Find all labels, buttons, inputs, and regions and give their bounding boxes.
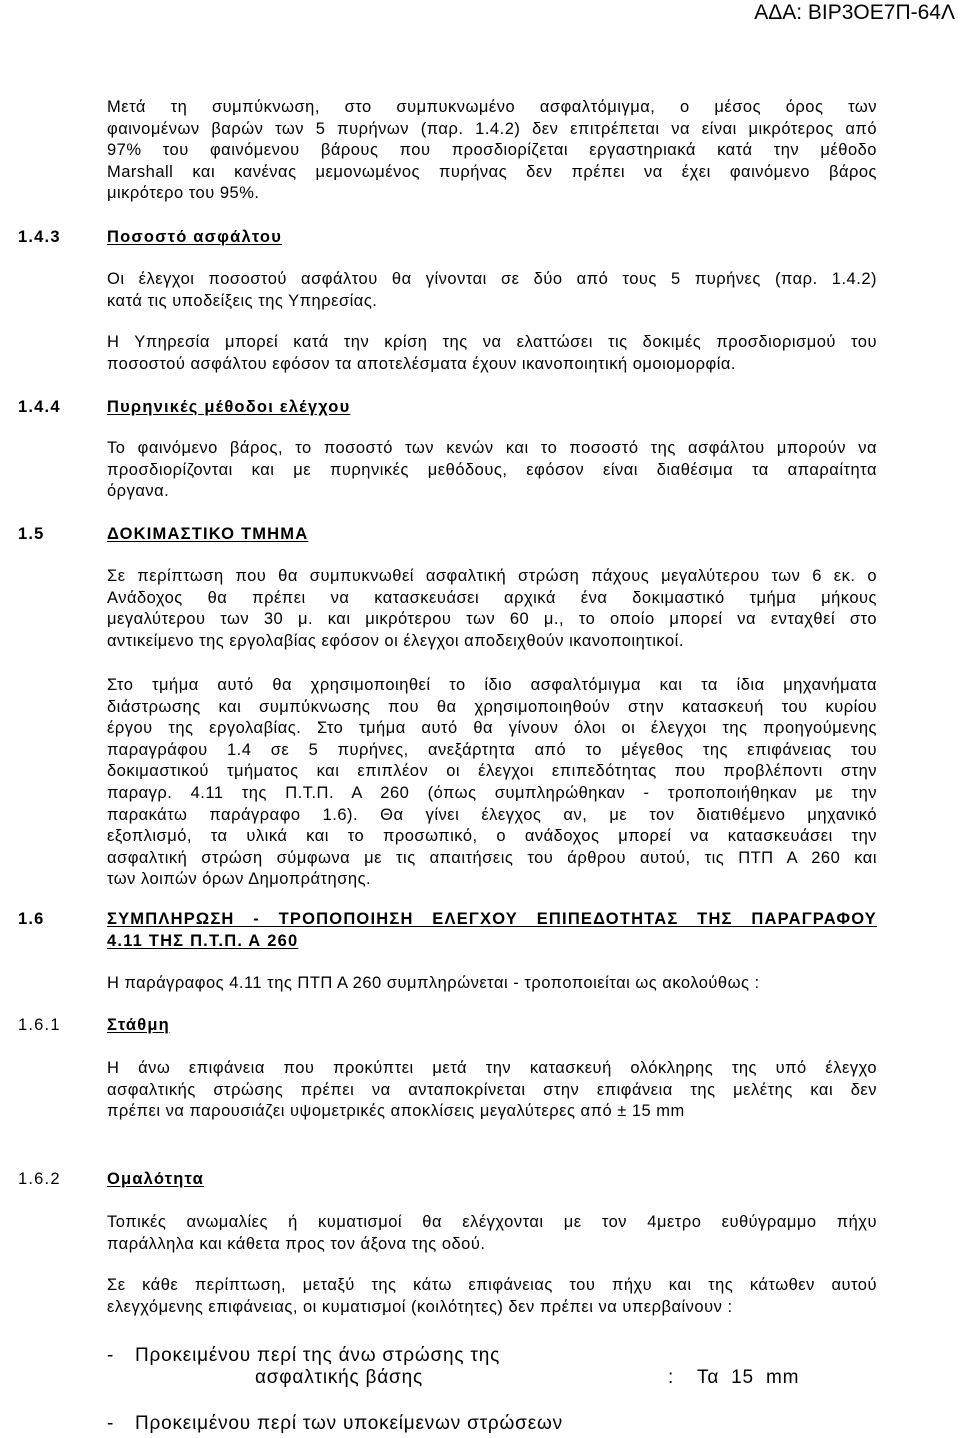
paragraph (107, 1058, 877, 1123)
section-title: Πυρηνικές μέθοδοι ελέγχου (107, 398, 351, 416)
text-line: πρέπει να παρουσιάζει υψομετρικές αποκλίσεις μεγαλύτερες από ± 15 mm (107, 1102, 685, 1121)
text-line: έργου της εργολαβίας. Στο τμήμα αυτό θα γίνουν όλοι οι έλεγχοι της προηγούμενης (107, 719, 877, 738)
list-bullet-dash: - (107, 1345, 115, 1366)
list-item-value: Τα 15 mm (697, 1367, 800, 1388)
section-title-line: ΣΥΜΠΛΗΡΩΣΗ - ΤΡΟΠΟΠΟΙΗΣΗ ΕΛΕΓΧΟΥ ΕΠΙΠΕΔΟΤΗΤΑΣ ΤΗΣ ΠΑΡΑΓΡΑΦΟΥ (107, 910, 877, 928)
paragraph (107, 973, 877, 995)
intro-paragraph (107, 97, 877, 205)
paragraph (107, 438, 877, 503)
text-line: Σε περίπτωση που θα συμπυκνωθεί ασφαλτική στρώση πάχους μεγαλύτερου των 6 εκ. ο (107, 567, 877, 585)
text-line: διάστρωσης και συμπύκνωσης που θα χρησιμοποιηθούν στην κατασκευή του κυρίου (107, 697, 877, 716)
text-line: Το φαινόμενο βάρος, το ποσοστό των κενών και το ποσοστό της ασφάλτου μπορούν να (107, 439, 877, 457)
text-line: μικρότερο του 95%. (107, 184, 260, 203)
section-number: 1.4.4 (18, 398, 61, 416)
text-line: Ανάδοχος θα πρέπει να κατασκευάσει αρχικά ένα δοκιμαστικό τμήμα μήκους (107, 588, 877, 607)
text-line: 97% του φαινόμενου βάρους που προσδιορίζεται εργαστηριακά κατά την μέθοδο (107, 141, 877, 160)
text-line: ελεγχόμενης επιφάνειας, οι κυματισμοί (κοιλότητες) δεν πρέπει να υπερβαίνουν : (107, 1297, 733, 1316)
section-title: Ομαλότητα (107, 1170, 204, 1188)
text-line: Η Υπηρεσία μπορεί κατά την κρίση της να ελαττώσει τις δοκιμές προσδιορισμού του (107, 333, 877, 351)
ada-code: ΑΔΑ: ΒΙΡ3ΟΕ7Π-64Λ (754, 1, 955, 24)
list-item-colon: : (668, 1367, 675, 1388)
list-bullet-dash: - (107, 1413, 115, 1434)
text-line: παρακάτω παράγραφο 1.6). Θα γίνει έλεγχος αν, με τον διατιθέμενο μηχανικό (107, 805, 877, 824)
section-number: 1.4.3 (18, 228, 61, 246)
section-title (107, 909, 877, 952)
text-line: Μετά τη συμπύκνωση, στο συμπυκνωμένο ασφαλτόμιγμα, ο μέσος όρος των (107, 98, 877, 116)
text-line: παράλληλα και κάθετα προς τον άξονα της οδού. (107, 1234, 486, 1253)
list-item-subtext: ασφαλτικής βάσης (255, 1367, 423, 1388)
text-line: φαινομένων βαρών των 5 πυρήνων (παρ. 1.4.2) δεν επιτρέπεται να είναι μικρότερος από (107, 119, 877, 138)
paragraph (107, 566, 877, 652)
paragraph (107, 675, 877, 891)
text-line: Στο τμήμα αυτό θα χρησιμοποιηθεί το ίδιο ασφαλτόμιγμα και τα ίδια μηχανήματα (107, 676, 877, 694)
list-item-text: Προκειμένου περί της άνω στρώσης της (135, 1345, 501, 1366)
section-number: 1.6 (18, 910, 45, 928)
section-number: 1.5 (18, 525, 45, 543)
text-line: Σε κάθε περίπτωση, μεταξύ της κάτω επιφάνειας του πήχυ και της κάτωθεν αυτού (107, 1276, 877, 1294)
text-line: αντικείμενο της εργολαβίας εφόσον οι έλεγχοι αποδειχθούν ικανοποιητικοί. (107, 631, 684, 650)
text-line: ασφαλτική στρώση σύμφωνα με τις απαιτήσεις του άρθρου αυτού, τις ΠΤΠ Α 260 και (107, 848, 877, 867)
paragraph (107, 1275, 877, 1318)
text-line: Marshall και κανένας μεμονωμένος πυρήνας δεν πρέπει να έχει φαινόμενο βάρος (107, 162, 877, 181)
text-line: Η άνω επιφάνεια που προκύπτει μετά την κατασκευή ολόκληρης της υπό έλεγχο (107, 1059, 877, 1077)
text-line: δοκιμαστικού τμήματος και επιπλέον οι έλεγχοι επιπεδότητας που προβλέποντι στην (107, 762, 877, 781)
text-line: προσδιορίζονται και με πυρηνικές μεθόδους, εφόσον είναι διαθέσιμα τα απαραίτητα (107, 460, 877, 479)
text-line: παραγράφου 1.4 σε 5 πυρήνες, ανεξάρτητα από το μέγεθος της επιφάνειας του (107, 740, 877, 759)
text-line: κατά τις υποδείξεις της Υπηρεσίας. (107, 291, 378, 310)
text-line: των λοιπών όρων Δημοπράτησης. (107, 870, 372, 889)
section-title-line: 4.11 ΤΗΣ Π.Τ.Π. Α 260 (107, 931, 299, 950)
section-title: Στάθμη (107, 1016, 170, 1034)
text-line: εξοπλισμό, τα υλικά και το προσωπικό, ο ανάδοχος μπορεί να κατασκευάσει την (107, 827, 877, 846)
paragraph (107, 1212, 877, 1255)
text-line: παραγρ. 4.11 της Π.Τ.Π. Α 260 (όπως συμπληρώθηκαν - τροποποιήθηκαν με την (107, 783, 877, 802)
text-line: μεγαλύτερου των 30 μ. και μικρότερου των 60 μ., το οποίο μπορεί να ενταχθεί στο (107, 610, 877, 629)
list-item-text: Προκειμένου περί των υποκείμενων στρώσεων (135, 1413, 563, 1434)
text-line: ασφαλτικής στρώσης πρέπει να ανταποκρίνεται στην επιφάνεια της μελέτης και δεν (107, 1080, 877, 1099)
text-line: όργανα. (107, 482, 170, 501)
text-line: Η παράγραφος 4.11 της ΠΤΠ Α 260 συμπληρώνεται - τροποποιείται ως ακολούθως : (107, 974, 760, 992)
paragraph (107, 269, 877, 312)
paragraph (107, 332, 877, 375)
text-line: Τοπικές ανωμαλίες ή κυματισμοί θα ελέγχονται με τον 4μετρο ευθύγραμμο πήχυ (107, 1213, 877, 1231)
text-line: ποσοστού ασφάλτου εφόσον τα αποτελέσματα έχουν ικανοποιητική ομοιομορφία. (107, 354, 736, 373)
section-title: ΔΟΚΙΜΑΣΤΙΚΟ ΤΜΗΜΑ (107, 525, 309, 543)
section-number: 1.6.1 (18, 1016, 61, 1034)
section-number: 1.6.2 (18, 1170, 61, 1188)
section-title: Ποσοστό ασφάλτου (107, 228, 283, 246)
text-line: Οι έλεγχοι ποσοστού ασφάλτου θα γίνονται σε δύο από τους 5 πυρήνες (παρ. 1.4.2) (107, 270, 877, 288)
